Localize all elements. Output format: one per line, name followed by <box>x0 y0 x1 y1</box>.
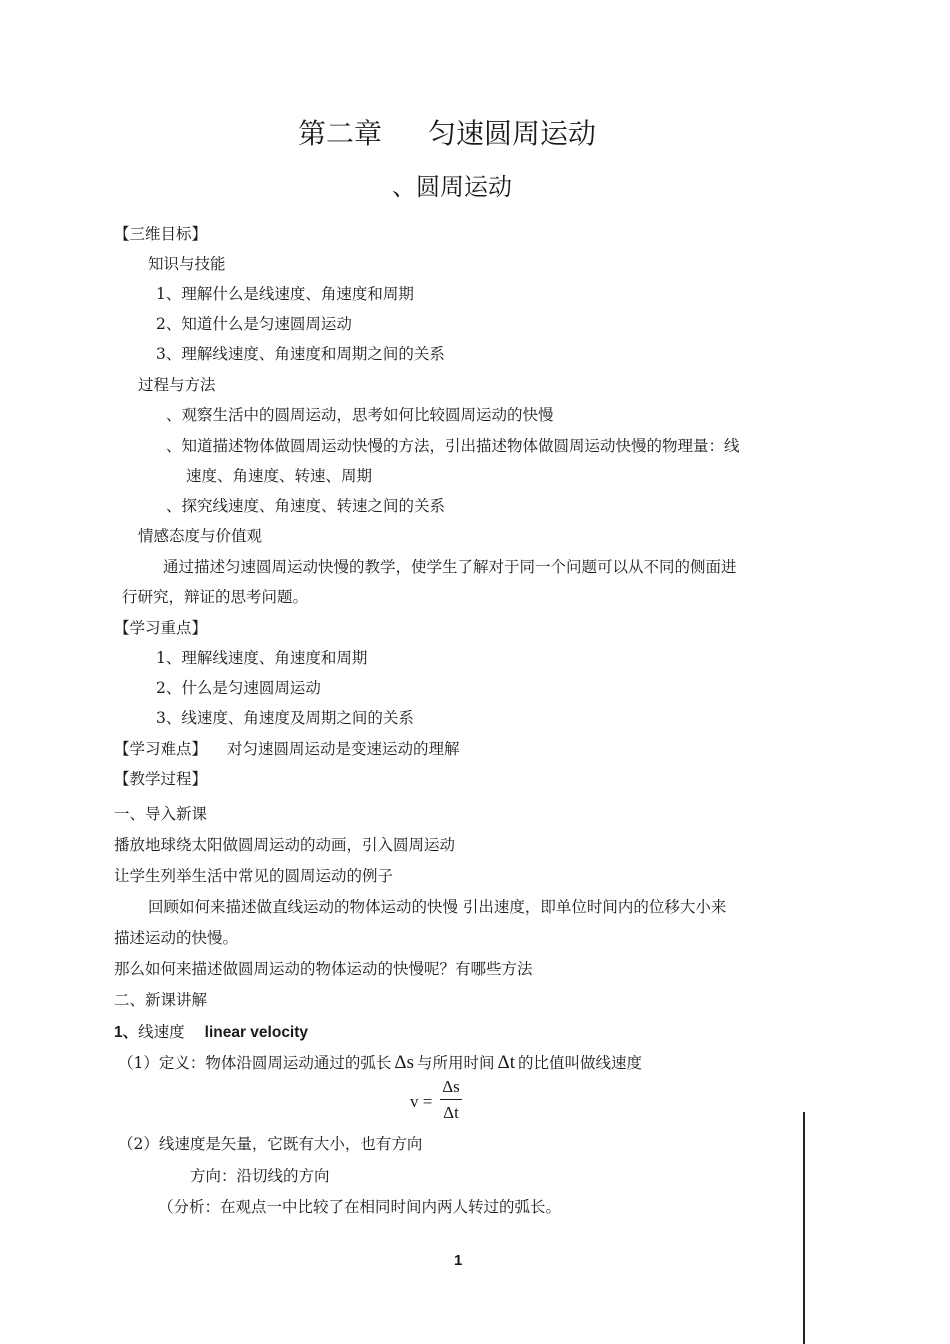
chapter-name: 匀速圆周运动 <box>428 117 597 150</box>
definition-mid: 与所用时间 <box>417 1054 495 1072</box>
process-label: 过程与方法 <box>138 376 216 394</box>
knowledge-item: 2、知道什么是匀速圆周运动 <box>156 315 352 333</box>
intro-heading: 一、导入新课 <box>114 805 208 823</box>
vector-line: （2）线速度是矢量，它既有大小，也有方向 <box>118 1135 423 1153</box>
heading-title: 线速度 <box>138 1023 185 1041</box>
heading-english: linear velocity <box>204 1024 309 1041</box>
chapter-number: 第二章 <box>298 117 383 150</box>
analysis-line: （分析：在观点一中比较了在相同时间内两人转过的弧长。 <box>158 1198 562 1216</box>
page-number: 1 <box>454 1252 463 1269</box>
new-lesson-heading: 二、新课讲解 <box>114 991 208 1009</box>
process-item: 、探究线速度、角速度、转速之间的关系 <box>166 497 446 515</box>
formula-fraction <box>440 1076 462 1124</box>
process-item: 、知道描述物体做圆周运动快慢的方法，引出描述物体做圆周运动快慢的物理量：线 <box>166 437 740 455</box>
formula-denominator: Δt <box>443 1103 459 1122</box>
process-item-continued: 速度、角速度、转速、周期 <box>186 467 373 485</box>
definition-pre: （1）定义：物体沿圆周运动通过的弧长 <box>118 1054 392 1072</box>
knowledge-label: 知识与技能 <box>148 255 226 273</box>
intro-line: 让学生列举生活中常见的圆周运动的例子 <box>114 867 394 885</box>
time-symbol: Δt <box>497 1052 516 1073</box>
key-points-header: 【学习重点】 <box>114 619 208 637</box>
attitude-label: 情感态度与价值观 <box>138 527 263 545</box>
attitude-text: 通过描述匀速圆周运动快慢的教学，使学生了解对于同一个问题可以从不同的侧面进 <box>163 558 737 576</box>
goals-header: 【三维目标】 <box>114 225 208 243</box>
teaching-process-header: 【教学过程】 <box>114 770 208 788</box>
linear-velocity-heading <box>114 1022 308 1043</box>
difficulty-header: 【学习难点】 <box>114 740 208 758</box>
formula-lhs: v = <box>410 1092 433 1111</box>
attitude-text-continued: 行研究，辩证的思考问题。 <box>122 588 309 606</box>
knowledge-item: 3、理解线速度、角速度和周期之间的关系 <box>156 345 445 363</box>
margin-rule <box>803 1112 805 1344</box>
process-item: 、观察生活中的圆周运动，思考如何比较圆周运动的快慢 <box>166 406 554 424</box>
arc-length-symbol: Δs <box>394 1052 414 1073</box>
formula-numerator: Δs <box>442 1077 460 1096</box>
review-text-continued: 描述运动的快慢。 <box>114 929 239 947</box>
difficulty-line <box>114 739 460 759</box>
knowledge-item: 1、理解什么是线速度、角速度和周期 <box>156 285 414 303</box>
key-point-item: 2、什么是匀速圆周运动 <box>156 679 321 697</box>
chapter-title <box>298 112 596 152</box>
key-point-item: 3、线速度、角速度及周期之间的关系 <box>156 709 414 727</box>
definition-line <box>118 1053 642 1073</box>
direction-line: 方向：沿切线的方向 <box>190 1167 330 1185</box>
key-point-item: 1、理解线速度、角速度和周期 <box>156 649 368 667</box>
review-text: 回顾如何来描述做直线运动的物体运动的快慢 引出速度，即单位时间内的位移大小来 <box>148 898 727 916</box>
intro-line: 播放地球绕太阳做圆周运动的动画，引入圆周运动 <box>114 836 456 854</box>
fraction-bar <box>440 1099 462 1100</box>
section-title: 、圆周运动 <box>392 173 512 201</box>
difficulty-text: 对匀速圆周运动是变速运动的理解 <box>227 740 460 758</box>
question-text: 那么如何来描述做圆周运动的物体运动的快慢呢？有哪些方法 <box>114 960 533 978</box>
heading-number: 1、 <box>114 1024 139 1041</box>
definition-post: 的比值叫做线速度 <box>518 1054 643 1072</box>
